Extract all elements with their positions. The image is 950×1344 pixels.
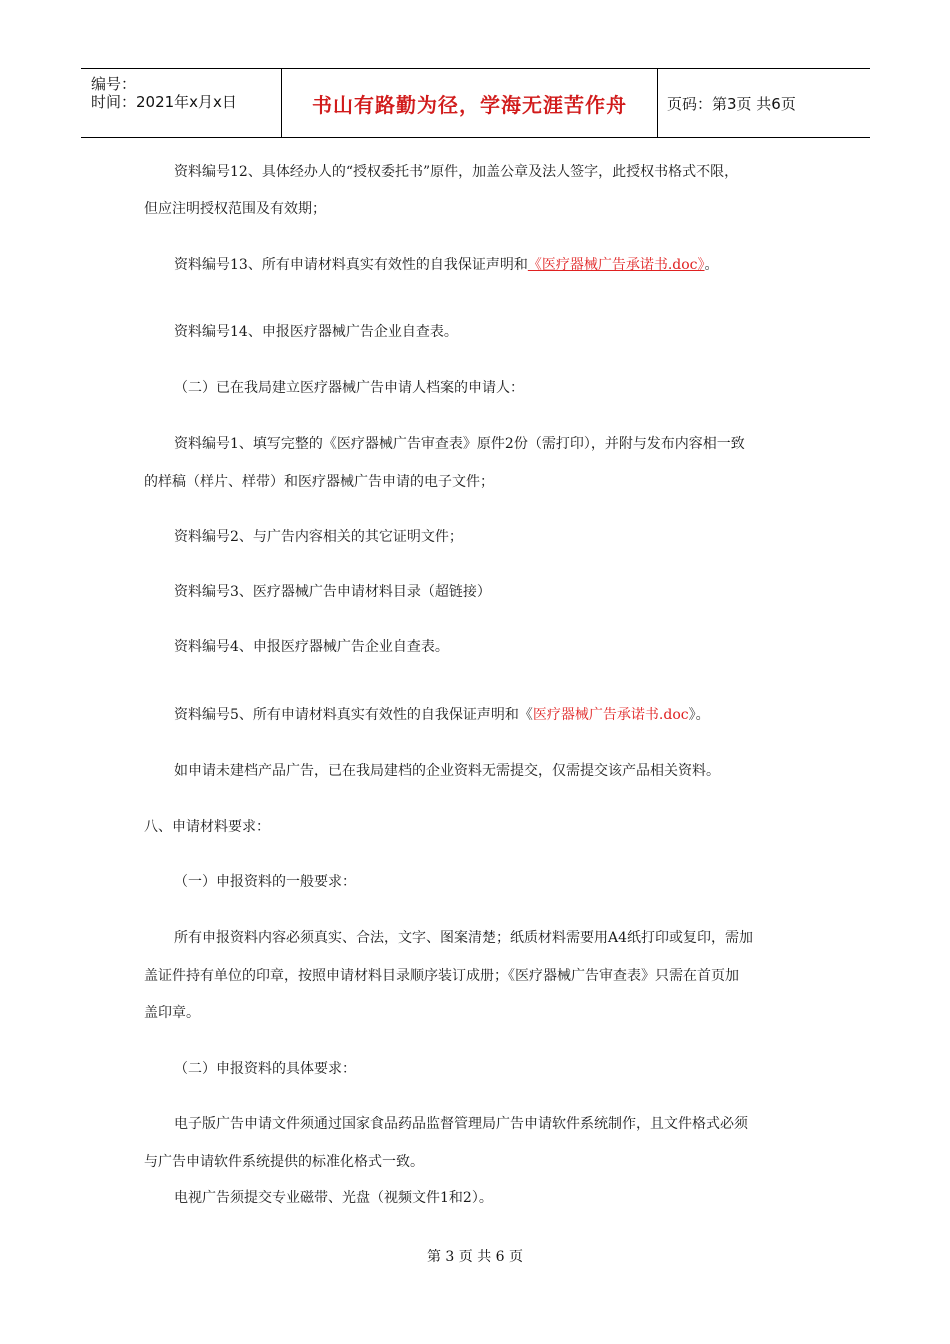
p12-line2: 但应注明授权范围及有效期；	[144, 201, 326, 217]
req1-line3: 盖印章。	[144, 1005, 200, 1021]
time-label: 时间：2021年x月x日	[91, 93, 237, 111]
header-meta	[81, 69, 281, 137]
b1-line2: 的样稿（样片、样带）和医疗器械广告申请的电子文件；	[144, 474, 494, 490]
req1-line2: 盖证件持有单位的印章，按照申请材料目录顺序装订成册；《医疗器械广告审查表》只需在首页加	[144, 968, 739, 984]
req2-line1: 电子版广告申请文件须通过国家食品药品监督管理局广告申请软件系统制作，且文件格式必须	[174, 1116, 748, 1132]
requirement-2-title: （二）申报资料的具体要求：	[174, 1061, 356, 1077]
b5-prefix: 资料编号5、所有申请材料真实有效性的自我保证声明和《	[174, 707, 533, 723]
section-8-title: 八、申请材料要求：	[144, 819, 270, 835]
page-footer: 第 3 页 共 6 页	[426, 1249, 524, 1265]
requirement-1-title: （一）申报资料的一般要求：	[174, 874, 356, 890]
p13-suffix: 。	[704, 257, 719, 273]
section-2-title: （二）已在我局建立医疗器械广告申请人档案的申请人：	[174, 380, 524, 396]
p13-prefix: 资料编号13、所有申请材料真实有效性的自我保证声明和	[174, 257, 528, 273]
header-motto: 书山有路勤为径，学海无涯苦作舟	[281, 69, 658, 137]
p13	[174, 255, 719, 275]
req1-line1: 所有申报资料内容必须真实、合法，文字、图案清楚；纸质材料需要用A4纸打印或复印，需加	[174, 930, 754, 946]
b5-suffix: 》。	[688, 707, 710, 723]
promise-doc-link-2[interactable]: 医疗器械广告承诺书.doc	[532, 707, 689, 723]
number-label: 编号：	[91, 75, 137, 93]
b5	[174, 705, 710, 725]
req2-line2: 与广告申请软件系统提供的标准化格式一致。	[144, 1154, 424, 1170]
req2-line3: 电视广告须提交专业磁带、光盘（视频文件1和2）。	[174, 1190, 493, 1206]
b3: 资料编号3、医疗器械广告申请材料目录（超链接）	[174, 584, 491, 600]
p12-line1: 资料编号12、具体经办人的“授权委托书”原件，加盖公章及法人签字，此授权书格式不限，	[174, 164, 739, 180]
b4: 资料编号4、申报医疗器械广告企业自查表。	[174, 639, 449, 655]
b2: 资料编号2、与广告内容相关的其它证明文件；	[174, 529, 463, 545]
promise-doc-link[interactable]: 《医疗器械广告承诺书.doc》	[527, 257, 705, 273]
note: 如申请未建档产品广告，已在我局建档的企业资料无需提交，仅需提交该产品相关资料。	[174, 763, 720, 779]
p14: 资料编号14、申报医疗器械广告企业自查表。	[174, 324, 458, 340]
b1-line1: 资料编号1、填写完整的《医疗器械广告审查表》原件2份（需打印），并附与发布内容相一致	[174, 436, 745, 452]
page-header	[81, 68, 870, 138]
header-page-code: 页码：第3页 共6页	[667, 94, 796, 113]
